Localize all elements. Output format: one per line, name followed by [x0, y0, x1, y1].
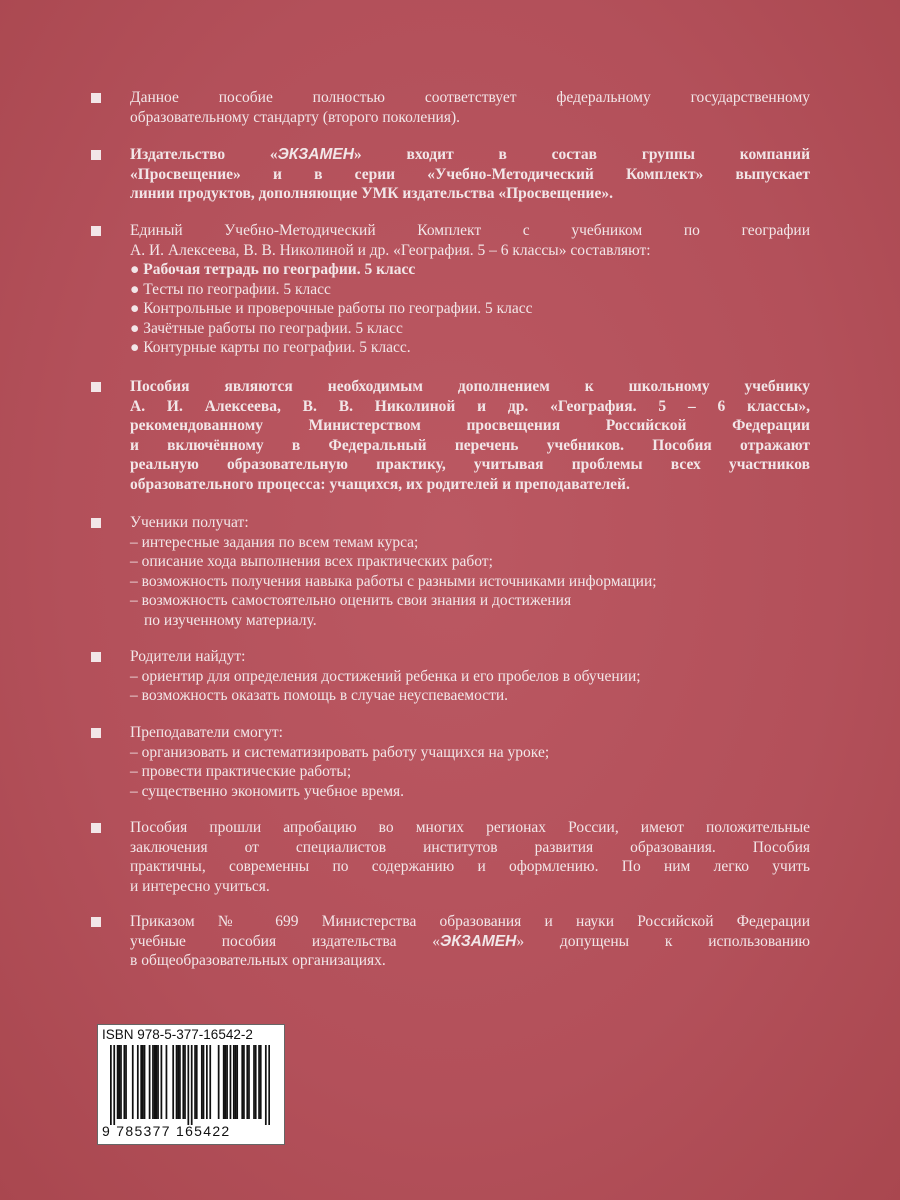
barcode-bar: [196, 1045, 198, 1119]
text-line: линии продуктов, дополняющие УМК издательства «Просвещение».: [130, 185, 613, 202]
barcode-bar: [132, 1045, 134, 1119]
square-bullet-icon: [91, 150, 101, 160]
barcode-bar: [149, 1045, 151, 1119]
text-line: Ученики получат:: [130, 514, 249, 531]
text-line: заключения от специалистов институтов развития образования. Пособия: [130, 838, 810, 856]
standard-paragraph: [130, 88, 810, 127]
text-line: и интересно учиться.: [130, 877, 270, 895]
barcode-bar: [230, 1045, 232, 1119]
barcode-bar: [161, 1045, 163, 1119]
square-bullet-icon: [91, 93, 101, 103]
text-line: А. И. Алексеева, В. В. Николиной и др. «География. 5 – 6 классы» составляют:: [130, 241, 651, 259]
text-line: Приказом № 699 Министерства образования и науки Российской Федерации: [130, 913, 810, 930]
barcode-bar: [184, 1045, 186, 1119]
list-item-continuation: по изученному материалу.: [144, 611, 317, 629]
barcode-bar: [157, 1045, 159, 1119]
barcode-bar: [176, 1045, 178, 1119]
barcode-bar: [177, 1045, 179, 1119]
list-item: – возможность самостоятельно оценить свои знания и достижения: [130, 592, 572, 609]
text-fragment: » допущены к использованию: [516, 932, 810, 950]
barcode-bar: [142, 1045, 144, 1119]
isbn-number: ISBN 978-5-377-16542-2: [102, 1027, 253, 1042]
text-line: образовательному стандарту (второго поколения).: [130, 108, 461, 126]
square-bullet-icon: [91, 382, 101, 392]
barcode-bar: [120, 1045, 122, 1119]
barcode-bar: [206, 1045, 208, 1119]
text-line: Единый Учебно-Методический Комплект с учебником по географии: [130, 222, 810, 239]
barcode-bar: [179, 1045, 181, 1119]
text-line: [130, 932, 810, 952]
text-line: «Просвещение» и в серии «Учебно-Методический Комплект» выпускает: [130, 165, 810, 183]
square-bullet-icon: [91, 728, 101, 738]
barcode-bar: [233, 1045, 235, 1119]
barcode-bar: [154, 1045, 156, 1119]
parents-paragraph: [130, 647, 810, 706]
barcode-bar: [235, 1045, 237, 1119]
barcode-bar: [140, 1045, 142, 1119]
supplement-paragraph: [130, 377, 810, 494]
text-line: [130, 145, 810, 165]
barcode-bar: [253, 1045, 255, 1119]
barcode-bar: [194, 1045, 196, 1119]
barcode-bar: [166, 1045, 168, 1119]
barcode-bar: [203, 1045, 205, 1119]
text-line: Преподаватели смогут:: [130, 724, 283, 741]
order-paragraph: [130, 912, 810, 971]
text-line: Данное пособие полностью соответствует федеральному государственному: [130, 89, 810, 106]
list-item: ● Зачётные работы по географии. 5 класс: [130, 319, 403, 337]
text-line: А. И. Алексеева, В. В. Николиной и др. «География. 5 – 6 классы»,: [130, 397, 810, 415]
list-item: – интересные задания по всем темам курса;: [130, 533, 419, 551]
barcode-bar: [226, 1045, 228, 1119]
text-line: и включённому в Федеральный перечень учебников. Пособия отражают: [130, 436, 810, 454]
ean-digits: 9 785377 165422: [102, 1123, 231, 1139]
teachers-paragraph: [130, 723, 810, 801]
list-item: ● Рабочая тетрадь по географии. 5 класс: [130, 261, 416, 278]
list-item: – провести практические работы;: [130, 763, 352, 780]
text-line: рекомендованному Министерством просвещения Российской Федерации: [130, 417, 810, 434]
list-item: – организовать и систематизировать работу учащихся на уроке;: [130, 743, 550, 761]
barcode-bar: [187, 1045, 189, 1125]
approval-paragraph: [130, 818, 810, 896]
barcode-bar: [243, 1045, 245, 1119]
text-line: практичны, современны по содержанию и оформлению. По ним легко учить: [130, 858, 810, 875]
square-bullet-icon: [91, 823, 101, 833]
text-fragment: учебные пособия издательства «: [130, 932, 441, 950]
barcode-bar: [225, 1045, 227, 1119]
list-item: – возможность оказать помощь в случае неуспеваемости.: [130, 687, 509, 704]
barcode-bar: [248, 1045, 250, 1119]
square-bullet-icon: [91, 652, 101, 662]
list-item: ● Контрольные и проверочные работы по географии. 5 класс: [130, 300, 533, 317]
barcode-bar: [182, 1045, 184, 1119]
barcode-bar: [241, 1045, 243, 1119]
text-line: Пособия являются необходимым дополнением к школьному учебнику: [130, 378, 810, 395]
barcode-bar: [260, 1045, 262, 1119]
barcode-bar: [209, 1045, 211, 1119]
list-item: – ориентир для определения достижений ребенка и его пробелов в обучении;: [130, 667, 641, 685]
text-fragment: Издательство «: [130, 146, 278, 163]
list-item: – описание хода выполнения всех практических работ;: [130, 553, 493, 570]
barcode-bar: [246, 1045, 248, 1119]
barcode-bar: [152, 1045, 154, 1119]
text-line: Пособия прошли апробацию во многих регионах России, имеют положительные: [130, 819, 810, 836]
list-item: – возможность получения навыка работы с разными источниками информации;: [130, 572, 657, 590]
barcode-bar: [113, 1045, 115, 1125]
list-item: – существенно экономить учебное время.: [130, 782, 405, 800]
barcode-bar: [125, 1045, 127, 1119]
isbn-barcode-block: [97, 1024, 285, 1145]
barcode-bar: [123, 1045, 125, 1119]
barcode-bar: [144, 1045, 146, 1119]
list-item: ● Контурные карты по географии. 5 класс.: [130, 339, 411, 356]
publisher-paragraph: [130, 145, 810, 204]
publisher-brand: ЭКЗАМЕН: [277, 146, 354, 163]
text-fragment: » входит в состав группы компаний: [353, 146, 811, 163]
barcode-bar: [265, 1045, 267, 1125]
square-bullet-icon: [91, 226, 101, 236]
students-paragraph: [130, 513, 810, 630]
barcode-bar: [137, 1045, 139, 1119]
barcode-bar: [110, 1045, 112, 1125]
text-line: реальную образовательную практику, учитывая проблемы всех участников: [130, 456, 810, 473]
text-line: Родители найдут:: [130, 648, 246, 665]
barcode-bar: [255, 1045, 257, 1119]
barcode-bar: [223, 1045, 225, 1119]
barcode-bar: [191, 1045, 193, 1125]
text-line: в общеобразовательных организациях.: [130, 952, 386, 969]
barcode-bar: [155, 1045, 157, 1119]
barcode-bar: [258, 1045, 260, 1119]
complex-paragraph: [130, 221, 810, 358]
barcode-bar: [201, 1045, 203, 1119]
barcode-bar: [268, 1045, 270, 1125]
square-bullet-icon: [91, 518, 101, 528]
barcode-bar: [118, 1045, 120, 1119]
barcode-bar: [117, 1045, 119, 1119]
text-line: образовательного процесса: учащихся, их родителей и преподавателей.: [130, 475, 630, 493]
barcode-icon: [110, 1045, 270, 1125]
publisher-brand: ЭКЗАМЕН: [440, 932, 517, 950]
barcode-bar: [218, 1045, 220, 1119]
list-item: ● Тесты по географии. 5 класс: [130, 280, 331, 298]
barcode-bar: [172, 1045, 174, 1119]
barcode-bar: [236, 1045, 238, 1119]
square-bullet-icon: [91, 917, 101, 927]
